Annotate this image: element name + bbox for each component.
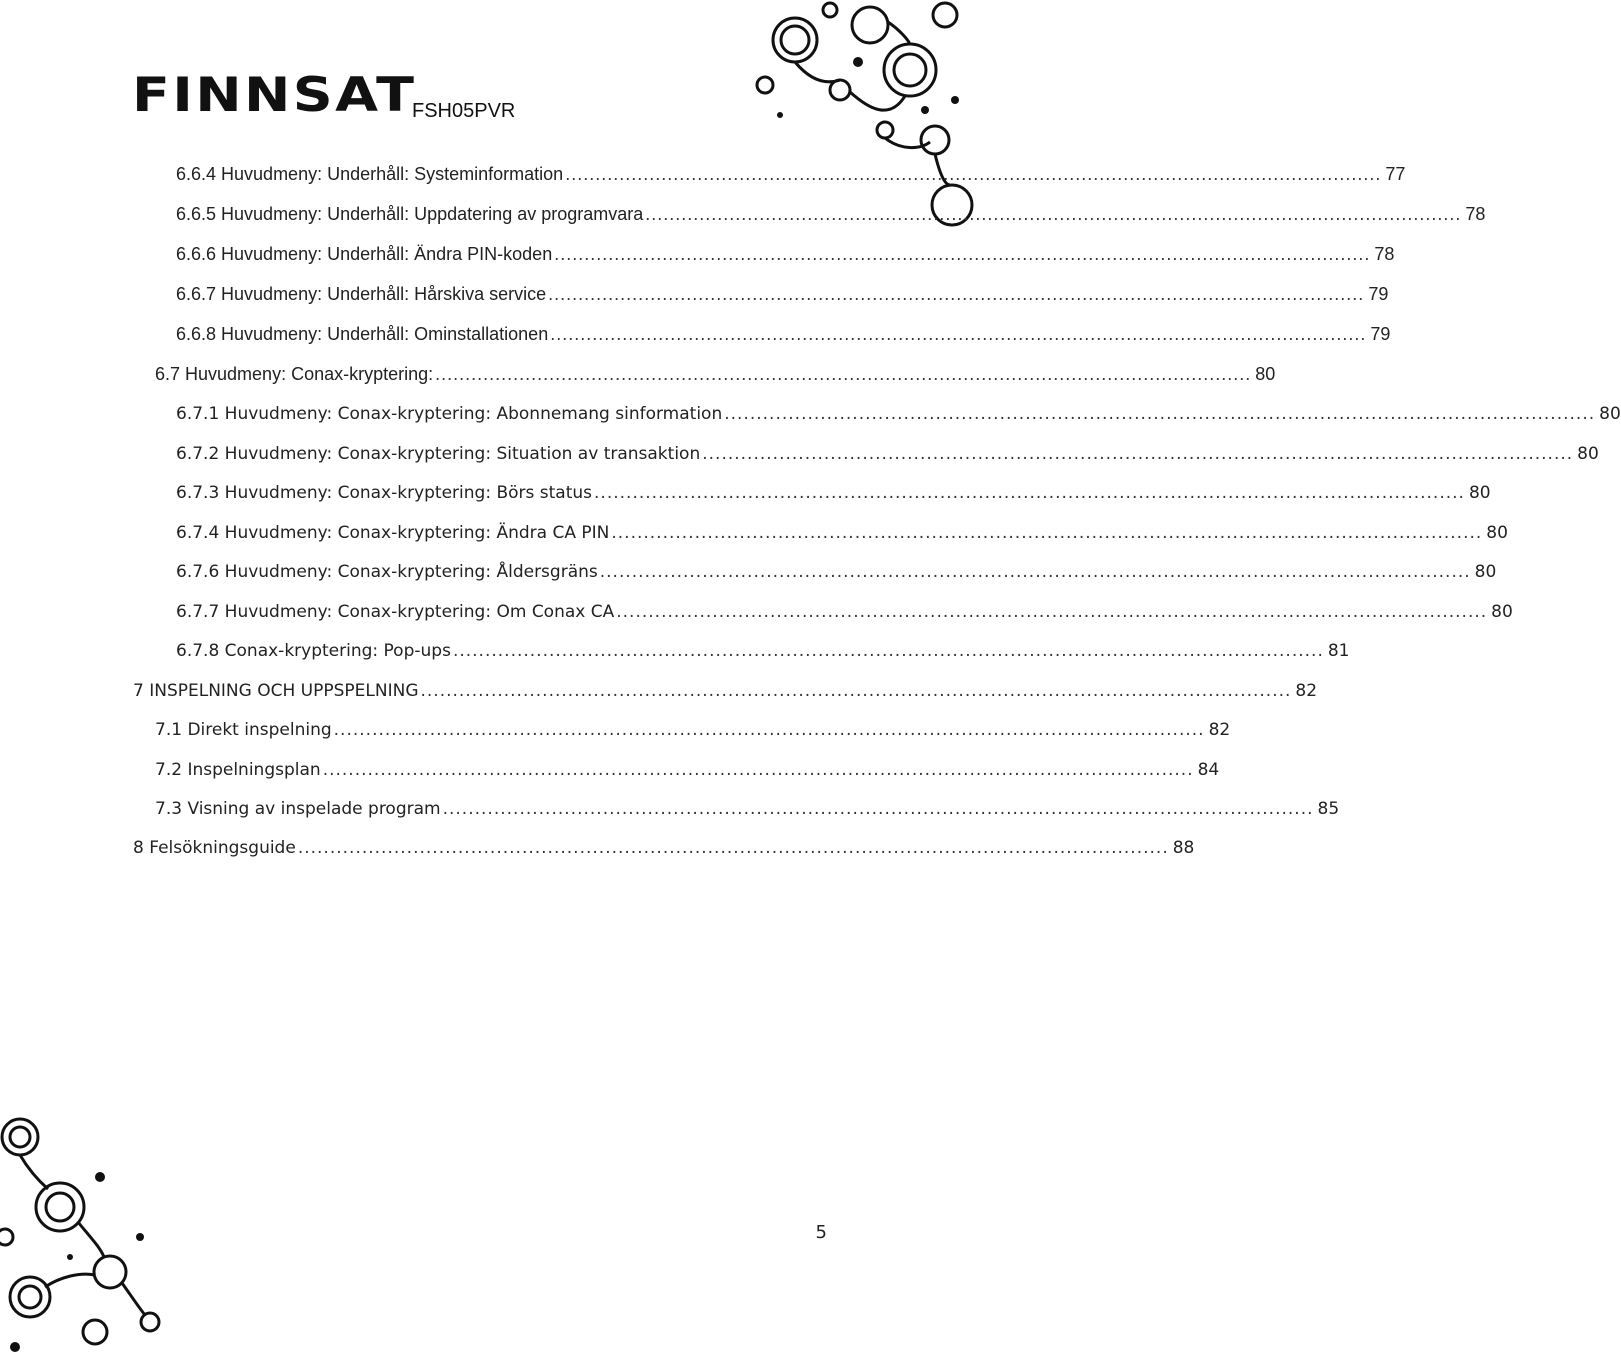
toc-entry[interactable]: [155, 720, 1231, 748]
toc-entry[interactable]: [176, 523, 1508, 551]
leader-dots: ........................................................................................................................................: [565, 164, 1382, 184]
toc-entry-page: 80: [1577, 444, 1599, 464]
brand-logo: FINNSAT: [132, 68, 417, 123]
leader-dots: ........................................................................................................................................: [599, 562, 1471, 582]
toc-entry-label: 6.7.7 Huvudmeny: Conax-kryptering: Om Conax CA: [176, 602, 615, 622]
toc-entry-label: 6.6.8 Huvudmeny: Underhåll: Ominstallationen: [176, 324, 549, 344]
toc-entry[interactable]: [176, 404, 1621, 432]
leader-dots: ........................................................................................................................................: [420, 681, 1292, 701]
leader-dots: ........................................................................................................................................: [616, 602, 1488, 622]
model-name: FSH05PVR: [412, 100, 516, 122]
toc-entry-label: 6.7.6 Huvudmeny: Conax-kryptering: Åldersgräns: [176, 562, 598, 582]
toc-entry[interactable]: [155, 364, 1276, 392]
leader-dots: ........................................................................................................................................: [702, 444, 1574, 464]
toc-entry-page: 80: [1491, 602, 1513, 622]
leader-dots: ........................................................................................................................................: [548, 284, 1365, 304]
leader-dots: ........................................................................................................................................: [611, 523, 1483, 543]
toc-entry[interactable]: [176, 204, 1486, 232]
toc-entry-label: 6.6.7 Huvudmeny: Underhåll: Hårskiva service: [176, 284, 547, 304]
toc-entry[interactable]: [176, 562, 1497, 590]
leader-dots: ........................................................................................................................................: [333, 720, 1205, 740]
toc-entry-label: 8 Felsökningsguide: [133, 838, 296, 858]
leader-dots: ........................................................................................................................................: [442, 799, 1314, 819]
toc-entry-page: 80: [1599, 404, 1621, 424]
toc-entry-page: 85: [1317, 799, 1340, 819]
toc-entry[interactable]: [155, 760, 1220, 788]
page-number: 5: [815, 1222, 827, 1243]
toc-entry-page: 82: [1295, 681, 1318, 701]
toc-entry-page: 79: [1370, 324, 1391, 344]
leader-dots: ........................................................................................................................................: [550, 324, 1367, 344]
leader-dots: ........................................................................................................................................: [435, 364, 1252, 384]
leader-dots: ........................................................................................................................................: [322, 760, 1194, 780]
toc-entry[interactable]: [176, 483, 1491, 511]
toc-entry[interactable]: [176, 602, 1513, 630]
toc-entry-label: 6.6.5 Huvudmeny: Underhåll: Uppdatering av programvara: [176, 204, 644, 224]
toc-entry-page: 77: [1385, 164, 1406, 184]
toc-entry-label: 6.7.4 Huvudmeny: Conax-kryptering: Ändra CA PIN: [176, 523, 610, 543]
toc-entry-label: 6.6.6 Huvudmeny: Underhåll: Ändra PIN-koden: [176, 244, 553, 264]
toc-entry[interactable]: [176, 164, 1406, 192]
toc-entry[interactable]: [176, 641, 1350, 669]
toc-entry[interactable]: [176, 244, 1395, 272]
leader-dots: ........................................................................................................................................: [554, 244, 1371, 264]
toc-entry-label: 6.7.2 Huvudmeny: Conax-kryptering: Situation av transaktion: [176, 444, 701, 464]
toc-entry[interactable]: [176, 284, 1389, 312]
toc-entry[interactable]: [176, 444, 1599, 472]
toc-entry-page: 78: [1465, 204, 1486, 224]
toc-entry-label: 7.3 Visning av inspelade program: [155, 799, 441, 819]
toc-entry-label: 6.6.4 Huvudmeny: Underhåll: Systeminformation: [176, 164, 564, 184]
toc-entry-page: 78: [1374, 244, 1395, 264]
toc-entry-page: 80: [1486, 523, 1508, 543]
toc-entry[interactable]: [133, 838, 1195, 866]
bubble-ornament-bottom: [0, 1097, 180, 1357]
toc-entry-page: 88: [1172, 838, 1195, 858]
toc-entry-page: 84: [1197, 760, 1220, 780]
leader-dots: ........................................................................................................................................: [645, 204, 1462, 224]
toc-entry-label: 7 INSPELNING OCH UPPSPELNING: [133, 681, 419, 701]
toc-entry-page: 79: [1368, 284, 1389, 304]
leader-dots: ........................................................................................................................................: [452, 641, 1324, 661]
toc-entry-page: 82: [1208, 720, 1231, 740]
toc-entry[interactable]: [133, 681, 1318, 709]
toc-entry[interactable]: [155, 799, 1340, 827]
toc-entry-label: 7.1 Direkt inspelning: [155, 720, 332, 740]
toc-entry[interactable]: [176, 324, 1391, 352]
toc-entry-label: 6.7.1 Huvudmeny: Conax-kryptering: Abonnemang sinformation: [176, 404, 723, 424]
toc-entry-page: 81: [1327, 641, 1350, 661]
leader-dots: ........................................................................................................................................: [297, 838, 1169, 858]
toc-entry-label: 6.7.8 Conax-kryptering: Pop-ups: [176, 641, 451, 661]
toc-entry-page: 80: [1255, 364, 1276, 384]
leader-dots: ........................................................................................................................................: [724, 404, 1596, 424]
toc-entry-label: 6.7 Huvudmeny: Conax-kryptering:: [155, 364, 434, 384]
toc-entry-page: 80: [1468, 483, 1491, 503]
leader-dots: ........................................................................................................................................: [594, 483, 1465, 503]
toc-entry-label: 7.2 Inspelningsplan: [155, 760, 321, 780]
toc-entry-label: 6.7.3 Huvudmeny: Conax-kryptering: Börs status: [176, 483, 593, 503]
toc-entry-page: 80: [1474, 562, 1497, 582]
